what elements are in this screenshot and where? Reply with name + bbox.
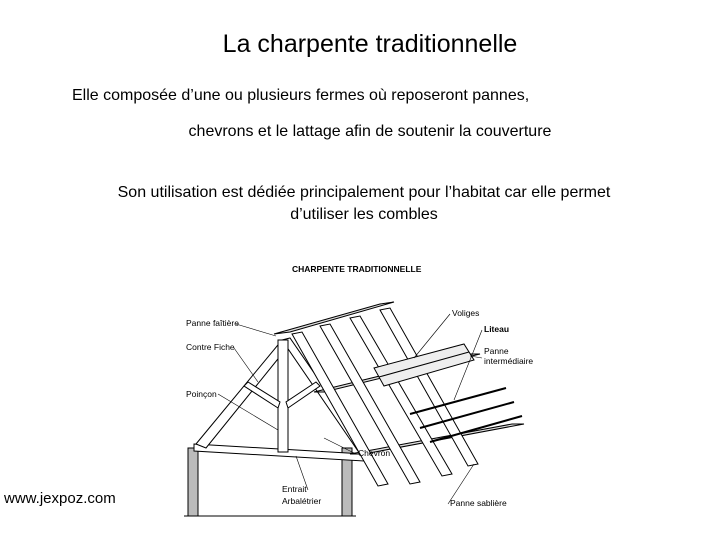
label-contre-fiche: Contre Fiche [186,342,235,352]
intro-line-2: chevrons et le lattage afin de soutenir la couverture [188,123,552,140]
label-voliges: Voliges [452,308,480,318]
roof-frame-diagram [174,258,536,520]
label-panne-intermediaire-2: intermédiaire [484,356,534,366]
panne-faitiere [274,302,394,334]
label-liteau: Liteau [484,324,510,334]
label-panne-faitiere: Panne faîtière [186,318,239,328]
label-entrait: Entrait [282,484,307,494]
intro-line-1: Elle composée d’une ou plusieurs fermes où reposeront pannes, [72,87,530,104]
diagram-heading: CHARPENTE TRADITIONNELLE [292,264,422,274]
label-poincon: Poinçon [186,389,217,399]
left-wall [188,448,198,516]
usage-line-2: d’utiliser les combles [290,206,438,223]
label-arbaletrier: Arbalétrier [282,496,322,506]
label-panne-intermediaire-1: Panne [484,346,509,356]
usage-line-1: Son utilisation est dédiée principalement pour l’habitat car elle permet [117,184,611,201]
poincon-post [278,340,288,452]
footer-url: www.jexpoz.com [4,490,116,507]
page-title: La charpente traditionnelle [222,30,518,58]
label-chevron: Chevron [358,448,391,458]
label-panne-sabliere: Panne sablière [450,498,507,508]
contre-fiche-right [286,382,320,408]
